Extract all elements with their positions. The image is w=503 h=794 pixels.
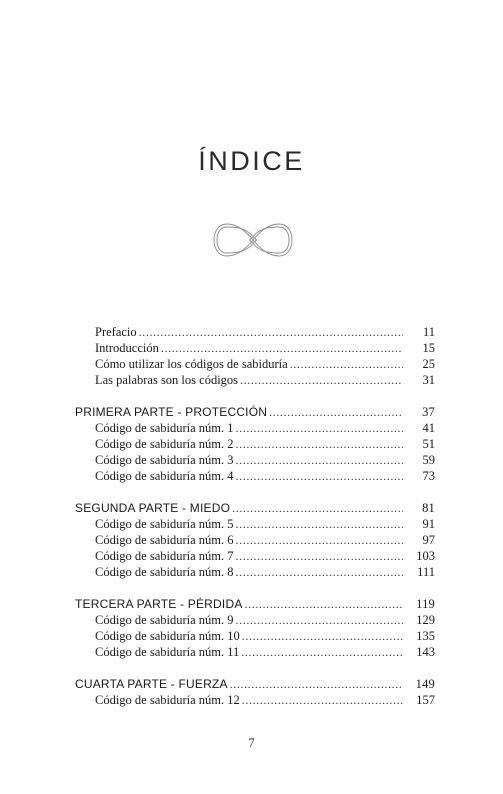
table-of-contents xyxy=(75,324,435,708)
toc-entry xyxy=(75,612,435,628)
dot-leader xyxy=(236,532,403,548)
toc-entry-label: Código de sabiduría núm. 10 xyxy=(95,629,240,643)
toc-page-number: 149 xyxy=(415,677,435,691)
toc-entry xyxy=(75,452,435,468)
page-number: 7 xyxy=(248,735,255,750)
toc-page-number: 25 xyxy=(422,357,435,371)
toc-entry xyxy=(75,468,435,484)
dot-leader xyxy=(236,612,403,628)
dot-leader xyxy=(236,436,403,452)
toc-page-number: 157 xyxy=(416,693,435,707)
toc-entry xyxy=(75,436,435,452)
infinity-icon xyxy=(212,222,294,258)
toc-entry xyxy=(75,692,435,708)
toc-entry-label: Código de sabiduría núm. 8 xyxy=(95,565,234,579)
toc-entry-label: TERCERA PARTE - PÉRDIDA xyxy=(75,597,243,611)
dot-leader xyxy=(232,500,403,516)
page-title: ÍNDICE xyxy=(198,146,305,176)
toc-entry-label: Código de sabiduría núm. 7 xyxy=(95,549,234,563)
toc-page-number: 59 xyxy=(422,453,435,467)
toc-part-heading xyxy=(75,676,435,692)
toc-entry-label: CUARTA PARTE - FUERZA xyxy=(75,677,228,691)
toc-entry-label: PRIMERA PARTE - PROTECCIÓN xyxy=(75,405,268,419)
toc-page-number: 51 xyxy=(422,437,435,451)
toc-page-number: 119 xyxy=(416,597,435,611)
dot-leader xyxy=(236,516,403,532)
toc-part-heading xyxy=(75,596,435,612)
toc-entry xyxy=(75,324,435,340)
dot-leader xyxy=(240,372,403,388)
toc-entry-label: Código de sabiduría núm. 9 xyxy=(95,613,234,627)
toc-entry-label: Código de sabiduría núm. 11 xyxy=(95,645,240,659)
dot-leader xyxy=(245,596,403,612)
toc-entry-label: Cómo utilizar los códigos de sabiduría xyxy=(95,357,288,371)
dot-leader xyxy=(236,564,403,580)
toc-entry-label: Prefacio xyxy=(95,325,137,339)
dot-leader xyxy=(161,340,403,356)
dot-leader xyxy=(290,356,403,372)
toc-entry xyxy=(75,644,435,660)
toc-page-number: 103 xyxy=(416,549,435,563)
toc-entry-label: Introducción xyxy=(95,341,159,355)
toc-page-number: 11 xyxy=(422,325,435,339)
dot-leader xyxy=(242,628,403,644)
toc-entry-label: Las palabras son los códigos xyxy=(95,373,239,387)
toc-part-heading xyxy=(75,500,435,516)
toc-entry xyxy=(75,628,435,644)
toc-page-number: 37 xyxy=(422,405,435,419)
toc-entry xyxy=(75,532,435,548)
toc-entry xyxy=(75,516,435,532)
toc-entry-label: Código de sabiduría núm. 12 xyxy=(95,693,240,707)
toc-page-number: 15 xyxy=(422,341,435,355)
dot-leader xyxy=(269,404,403,420)
toc-page-number: 111 xyxy=(417,565,435,579)
dot-leader xyxy=(230,676,403,692)
toc-page-number: 143 xyxy=(416,645,435,659)
dot-leader xyxy=(236,548,403,564)
dot-leader xyxy=(241,644,403,660)
toc-page-number: 129 xyxy=(416,613,435,627)
toc-page-number: 97 xyxy=(422,533,435,547)
toc-entry-label: Código de sabiduría núm. 1 xyxy=(95,421,234,435)
toc-entry xyxy=(75,340,435,356)
toc-entry-label: Código de sabiduría núm. 4 xyxy=(95,469,234,483)
dot-leader xyxy=(242,692,403,708)
toc-entry xyxy=(75,372,435,388)
toc-part-heading xyxy=(75,404,435,420)
toc-page-number: 81 xyxy=(422,501,435,515)
toc-entry xyxy=(75,548,435,564)
dot-leader xyxy=(236,452,403,468)
toc-page-number: 41 xyxy=(422,421,435,435)
toc-entry-label: Código de sabiduría núm. 6 xyxy=(95,533,234,547)
toc-entry xyxy=(75,564,435,580)
toc-page-number: 135 xyxy=(416,629,435,643)
toc-entry-label: Código de sabiduría núm. 2 xyxy=(95,437,234,451)
toc-entry-label: Código de sabiduría núm. 5 xyxy=(95,517,234,531)
dot-leader xyxy=(236,468,403,484)
toc-entry-label: SEGUNDA PARTE - MIEDO xyxy=(75,501,231,515)
dot-leader xyxy=(139,324,403,340)
toc-entry xyxy=(75,420,435,436)
toc-page-number: 91 xyxy=(422,517,435,531)
toc-entry-label: Código de sabiduría núm. 3 xyxy=(95,453,234,467)
toc-page-number: 31 xyxy=(422,373,435,387)
dot-leader xyxy=(236,420,403,436)
toc-page-number: 73 xyxy=(422,469,435,483)
toc-entry xyxy=(75,356,435,372)
